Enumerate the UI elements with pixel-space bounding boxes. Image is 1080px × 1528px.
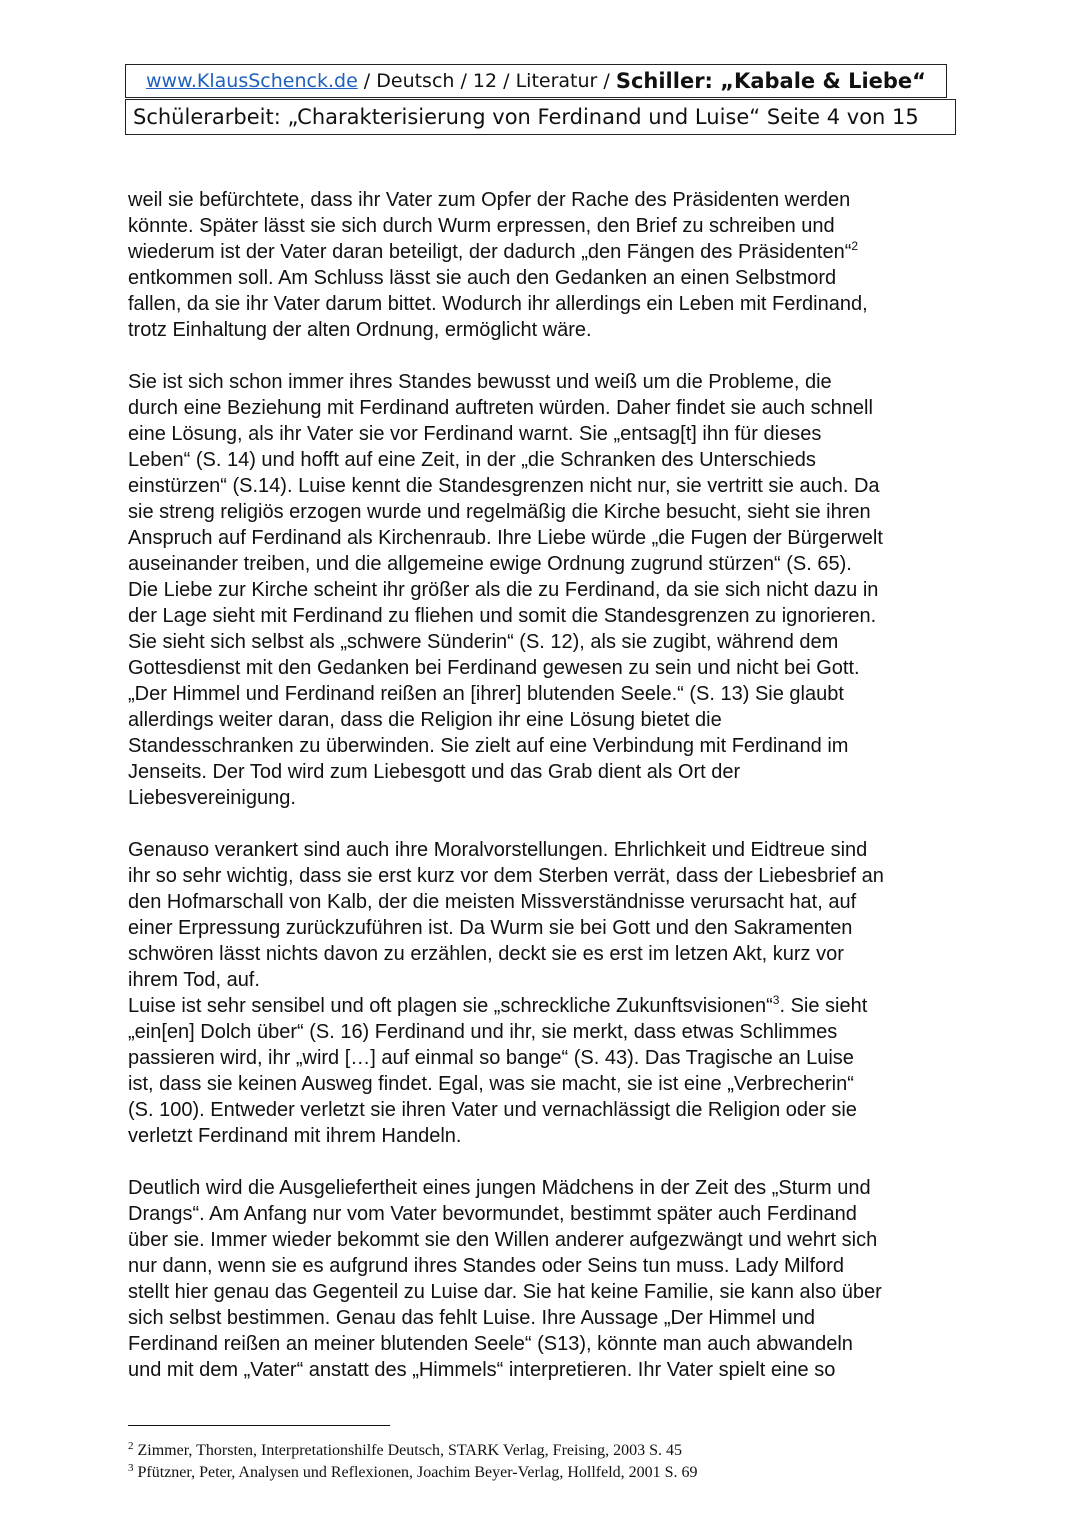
footnote-ref: 3 (772, 993, 780, 1007)
text-line: ihrem Tod, auf. (128, 969, 260, 991)
text-line: Luise ist sehr sensibel und oft plagen sie „schreckliche Zukunftsvisionen“$^3$. Sie sieht (128, 993, 868, 1017)
text-line: könnte. Später lässt sie sich durch Wurm erpressen, den Brief zu schreiben und (128, 215, 835, 237)
text-line: „ein[en] Dolch über“ (S. 16) Ferdinand und ihr, sie merkt, dass etwas Schlimmes (128, 1021, 838, 1043)
text-line: der Lage sieht mit Ferdinand zu fliehen und somit die Standesgrenzen zu ignorieren. (128, 605, 877, 627)
text-line: schwören lässt nichts davon zu erzählen, deckt sie es erst im letzen Akt, kurz vor (128, 943, 844, 965)
text-line: über sie. Immer wieder bekommt sie den Willen anderer aufgezwängt und wehrt sich (128, 1229, 878, 1251)
text-line: Deutlich wird die Ausgeliefertheit eines jungen Mädchens in der Zeit des „Sturm und (128, 1177, 871, 1199)
paragraph (128, 993, 958, 1149)
text-line: auseinander treiben, und die allgemeine ewige Ordnung zugrund stürzen“ (S. 65). (128, 553, 852, 575)
document-subtitle: Schülerarbeit: „Charakterisierung von Ferdinand und Luise“ Seite 4 von 15 (133, 105, 919, 129)
text-line: sich selbst bestimmen. Genau das fehlt Luise. Ihre Aussage „Der Himmel und (128, 1307, 815, 1329)
text-line: den Hofmarschall von Kalb, der die meisten Missverständnisse verursacht hat, auf (128, 891, 857, 913)
text-line: stellt hier genau das Gegenteil zu Luise dar. Sie hat keine Familie, sie kann also über (128, 1281, 882, 1303)
paragraph (128, 369, 958, 811)
text-line: Anspruch auf Ferdinand als Kirchenraub. Ihre Liebe würde „die Fugen der Bürgerwelt (128, 527, 883, 549)
text-line: sie streng religiös erzogen wurde und regelmäßig die Kirche besucht, sieht sie ihren (128, 501, 871, 523)
footnote-separator (128, 1425, 390, 1426)
website-link[interactable]: www.KlausSchenck.de (146, 70, 358, 92)
footnotes (128, 1440, 958, 1484)
text-line: Sie sieht sich selbst als „schwere Sünderin“ (S. 12), als sie zugibt, während dem (128, 631, 839, 653)
text-line: weil sie befürchtete, dass ihr Vater zum Opfer der Rache des Präsidenten werden (128, 189, 851, 211)
header-path: / Deutsch / 12 / Literatur / (357, 70, 616, 92)
paragraph (128, 187, 958, 343)
text-line: nur dann, wenn sie es aufgrund ihres Standes oder Seins tun muss. Lady Milford (128, 1255, 844, 1277)
footnote: $^3$ Pfützner, Peter, Analysen und Reflexionen, Joachim Beyer-Verlag, Hollfeld, 2001 S. 69 (128, 1462, 698, 1481)
text-line: Jenseits. Der Tod wird zum Liebesgott und das Grab dient als Ort der (128, 761, 741, 783)
text-line: und mit dem „Vater“ anstatt des „Himmels“ interpretieren. Ihr Vater spielt eine so (128, 1359, 836, 1381)
text-line: „Der Himmel und Ferdinand reißen an [ihrer] blutenden Seele.“ (S. 13) Sie glaubt (128, 683, 844, 705)
text-line: Leben“ (S. 14) und hofft auf eine Zeit, in der „die Schranken des Unterschieds (128, 449, 816, 471)
text-line: fallen, da sie ihr Vater darum bittet. Wodurch ihr allerdings ein Leben mit Ferdinand, (128, 293, 868, 315)
text-line: Ferdinand reißen an meiner blutenden Seele“ (S13), könnte man auch abwandeln (128, 1333, 853, 1355)
document-title: Schiller: „Kabale & Liebe“ (615, 69, 926, 93)
paragraph (128, 1175, 958, 1383)
text-line: allerdings weiter daran, dass die Religion ihr eine Lösung bietet die (128, 709, 722, 731)
text-line: Gottesdienst mit den Gedanken bei Ferdinand gewesen zu sein und nicht bei Gott. (128, 657, 860, 679)
body-text (128, 187, 958, 1383)
text-line: ihr so sehr wichtig, dass sie erst kurz vor dem Sterben verrät, dass der Liebesbrief an (128, 865, 884, 887)
footnote: $^2$ Zimmer, Thorsten, Interpretationshilfe Deutsch, STARK Verlag, Freising, 2003 S. 45 (128, 1440, 683, 1459)
text-line: passieren wird, ihr „wird […] auf einmal so bange“ (S. 43). Das Tragische an Luise (128, 1047, 854, 1069)
text-line: durch eine Beziehung mit Ferdinand auftreten würden. Daher findet sie auch schnell (128, 397, 873, 419)
text-line: einer Erpressung zurückzuführen ist. Da Wurm sie bei Gott und den Sakramenten (128, 917, 853, 939)
text-line: trotz Einhaltung der alten Ordnung, ermöglicht wäre. (128, 319, 592, 341)
text-line: einstürzen“ (S.14). Luise kennt die Standesgrenzen nicht nur, sie vertritt sie auch. Da (128, 475, 880, 497)
text-line: Sie ist sich schon immer ihres Standes bewusst und weiß um die Probleme, die (128, 371, 832, 393)
text-line: verletzt Ferdinand mit ihrem Handeln. (128, 1125, 462, 1147)
paragraph (128, 837, 958, 993)
text-line: entkommen soll. Am Schluss lässt sie auch den Gedanken an einen Selbstmord (128, 267, 837, 289)
header-bar (125, 64, 947, 98)
text-line: wiederum ist der Vater daran beteiligt, der dadurch „den Fängen des Präsidenten“$^2$ (128, 239, 859, 263)
footnote-ref: 2 (851, 239, 859, 253)
text-line: Drangs“. Am Anfang nur vom Vater bevormundet, bestimmt später auch Ferdinand (128, 1203, 857, 1225)
text-line: Standesschranken zu überwinden. Sie zielt auf eine Verbindung mit Ferdinand im (128, 735, 849, 757)
text-line: ist, dass sie keinen Ausweg findet. Egal, was sie macht, sie ist eine „Verbrecherin“ (128, 1073, 854, 1095)
text-line: Liebesvereinigung. (128, 787, 296, 809)
text-line: Die Liebe zur Kirche scheint ihr größer als die zu Ferdinand, da sie sich nicht dazu in (128, 579, 879, 601)
text-line: eine Lösung, als ihr Vater sie vor Ferdinand warnt. Sie „entsag[t] ihn für dieses (128, 423, 822, 445)
subtitle-bar (125, 99, 956, 135)
text-line: Genauso verankert sind auch ihre Moralvorstellungen. Ehrlichkeit und Eidtreue sind (128, 839, 868, 861)
text-line: (S. 100). Entweder verletzt sie ihren Vater und vernachlässigt die Religion oder sie (128, 1099, 857, 1121)
